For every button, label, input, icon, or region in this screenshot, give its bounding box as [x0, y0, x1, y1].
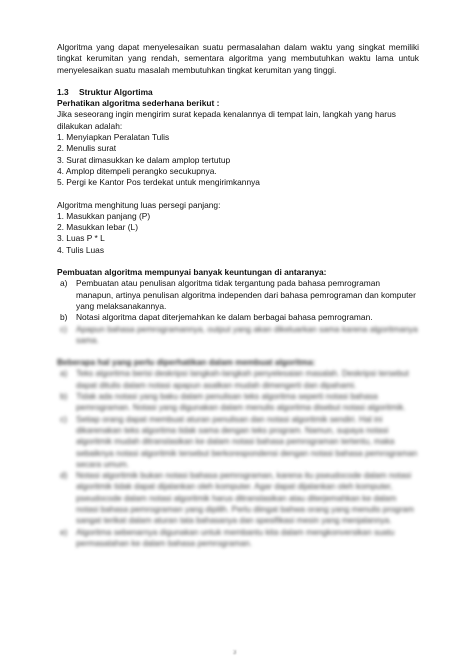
list-marker: a) — [60, 368, 68, 379]
list-item — [57, 414, 419, 470]
section-title: Struktur Algortima — [79, 86, 153, 97]
page-content — [57, 42, 419, 549]
list-item-text: Notasi algoritmik bukan notasi bahasa pemrograman, karena itu pseudocode dalam notasi algoritmik tidak dapat dijalankan oleh komputer. Agar dapat dijalankan oleh komputer, pseudocode dalam notasi algoritmik harus ditranslasikan atau diterjemahkan ke dalam notasi bahasa pemrograman yang dipilih. Perlu diingat bahwa orang yang menulis program sangat terikat dalam aturan tata bahasanya dan spesifikasi mesin yang menjalannya. — [76, 470, 414, 526]
intro-paragraph: Algoritma yang dapat menyelesaikan suatu permasalahan dalam waktu yang singkat memiliki tingkat kerumitan yang rendah, sementara algoritma yang membutuhkan waktu lama untuk menyelesaikan suatu masalah membutuhkan tingkat kerumitan yang tinggi. — [57, 42, 419, 75]
list-item — [57, 312, 419, 323]
list-item-text: Algoritma sebenarnya digunakan untuk membantu kita dalam mengkonversikan suatu permasalahan ke dalam bahasa pemrograman. — [76, 526, 395, 548]
example2-intro: Algoritma menghitung luas persegi panjang: — [57, 199, 221, 210]
list-item-text: Teks algoritma berisi deskripsi langkah-langkah penyelesaian masalah. Deskripsi tersebut dapat ditulis dalam notasi apapun asalkan mudah dimengerti dan dipahami. — [76, 368, 409, 390]
list-item: 4. Amplop ditempeli perangko secukupnya. — [57, 165, 217, 176]
example1-steps — [57, 132, 419, 188]
list-marker: c) — [60, 413, 67, 424]
example1-intro: Jika seseorang ingin mengirim surat kepada kenalannya di tempat lain, langkah yang harus dilakukan adalah: — [57, 109, 396, 131]
notes-title: Beberapa hal yang perlu diperhatikan dalam membuat algoritma: — [57, 357, 316, 368]
list-item-text: Apapun bahasa pemrogramannya, output yang akan dikeluarkan sama karena algoritmanya sama. — [76, 323, 418, 345]
advantages-list — [57, 278, 419, 346]
list-marker: b) — [60, 312, 68, 323]
list-item: 3. Surat dimasukkan ke dalam amplop tertutup — [57, 154, 231, 165]
list-item: 1. Menyiapkan Peralatan Tulis — [57, 132, 170, 143]
example1-title: Perhatikan algoritma sederhana berikut : — [57, 98, 220, 109]
list-item — [57, 278, 419, 312]
list-item: 2. Masukkan lebar (L) — [57, 222, 138, 233]
advantages-title: Pembuatan algoritma mempunyai banyak keuntungan di antaranya: — [57, 267, 327, 278]
example2-steps — [57, 211, 419, 256]
list-item — [57, 324, 419, 347]
section-number: 1.3 — [57, 86, 69, 97]
list-item-text: Tidak ada notasi yang baku dalam penulisan teks algoritma seperti notasi bahasa pemrograman. Notasi yang digunakan dalam menulis algoritma disebut notasi algoritmik. — [76, 391, 406, 413]
list-item-text: Notasi algoritma dapat diterjemahkan ke dalam berbagai bahasa pemrograman. — [76, 312, 373, 323]
list-marker: e) — [60, 526, 68, 537]
list-item-text: Setiap orang dapat membuat aturan penulisan dan notasi algoritmik sendiri. Hal ini dikarenakan teks algoritma tidak sama dengan teks program. Namun, supaya notasi algoritmik mudah ditranslasikan ke dalam notasi bahasa pemrograman tertentu, maka sebaiknya notasi algoritmik tersebut berkorespondensi dengan notasi bahasa pemrograman secara umum. — [76, 413, 418, 469]
list-item-text: Pembuatan atau penulisan algoritma tidak tergantung pada bahasa pemrograman manapun, artinya penulisan algoritma independen dari bahasa pemrograman dan komputer yang melaksanakannya. — [76, 278, 416, 311]
list-marker: a) — [60, 278, 68, 289]
list-marker: b) — [60, 391, 68, 402]
list-item — [57, 527, 419, 550]
list-item: 1. Masukkan panjang (P) — [57, 210, 151, 221]
list-item — [57, 391, 419, 414]
list-item — [57, 470, 419, 526]
list-marker: d) — [60, 470, 68, 481]
notes-list — [57, 368, 419, 549]
page-number: 3 — [233, 650, 237, 656]
list-item: 4. Tulis Luas — [57, 244, 105, 255]
list-item: 2. Menulis surat — [57, 143, 117, 154]
list-marker: c) — [60, 323, 67, 334]
list-item — [57, 368, 419, 391]
list-item: 3. Luas P * L — [57, 233, 105, 244]
section-heading — [57, 87, 419, 98]
list-item: 5. Pergi ke Kantor Pos terdekat untuk mengirimkannya — [57, 177, 260, 188]
